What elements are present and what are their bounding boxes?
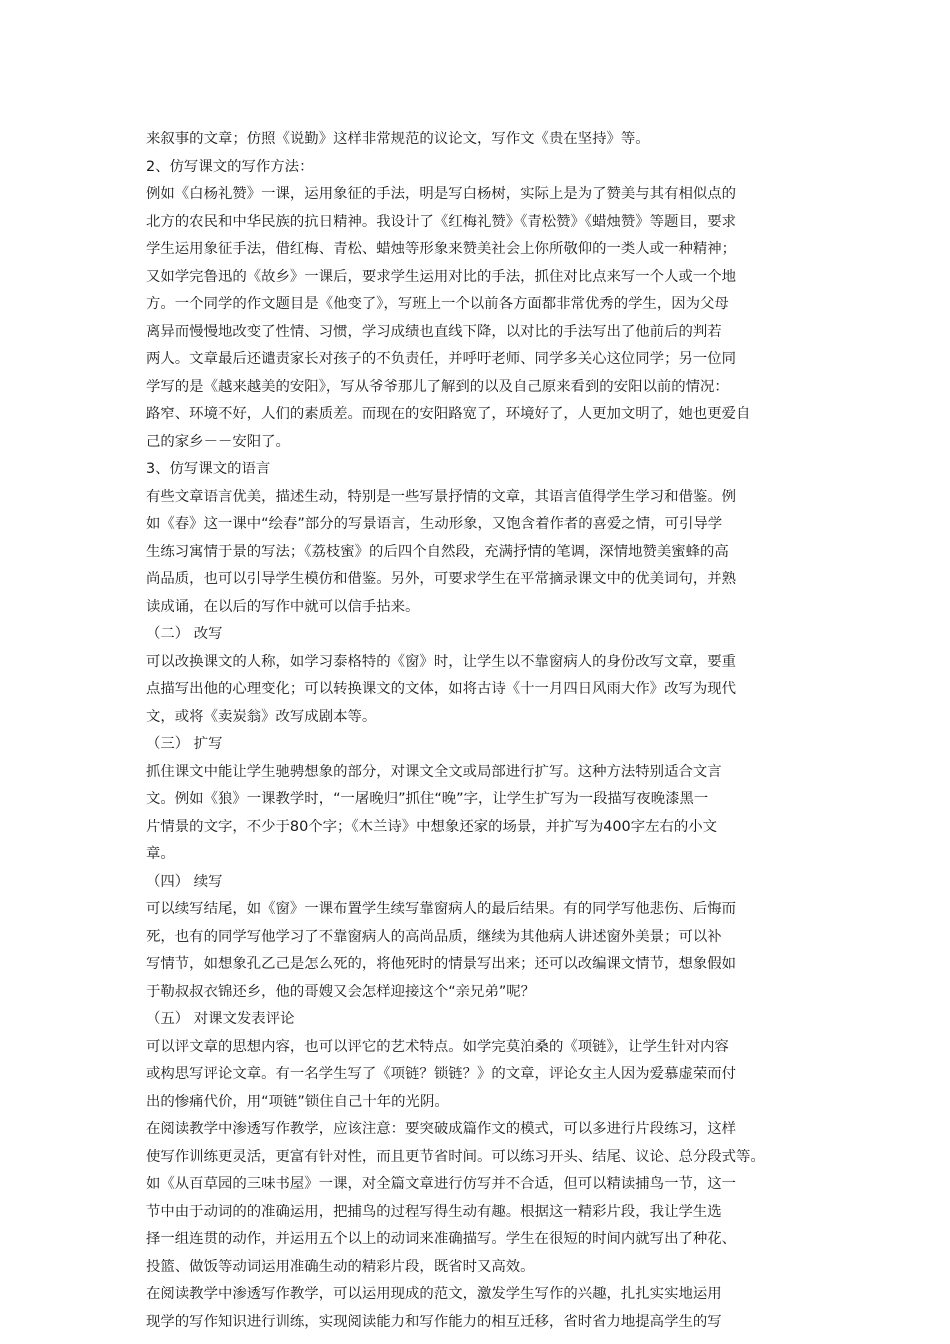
text-line: 可以续写结尾，如《窗》一课布置学生续写靠窗病人的最后结果。有的同学写他悲伤、后悔而 <box>146 901 737 917</box>
text-line: 己的家乡－－安阳了。 <box>146 433 290 450</box>
text-line: 或构思写评论文章。有一名学生写了《项链？锁链？》的文章，评论女主人因为爱慕虚荣而付 <box>146 1066 737 1082</box>
text-line: 点描写出他的心理变化；可以转换课文的文体，如将古诗《十一月四日风雨大作》改写为现代 <box>146 681 737 697</box>
text-line: 于勒叔叔衣锦还乡，他的哥嫂又会怎样迎接这个“亲兄弟”呢？ <box>146 983 536 1000</box>
text-line: 章。 <box>146 846 175 862</box>
text-line: 生练习寓情于景的写法；《荔枝蜜》的后四个自然段，充满抒情的笔调，深情地赞美蜜蜂的高 <box>146 543 729 560</box>
text-line: 来叙事的文章；仿照《说勤》这样非常规范的议论文，写作文《贵在坚持》等。 <box>146 131 650 147</box>
text-line: 出的惨痛代价，用“项链”锁住自己十年的光阴。 <box>146 1093 449 1110</box>
text-line: 节中由于动词的的准确运用，把捕鸟的过程写得生动有趣。根据这一精彩片段，我让学生选 <box>146 1203 722 1220</box>
section-heading: 3、仿写课文的语言 <box>146 461 271 477</box>
text-line: 死，也有的同学写他学习了不靠窗病人的高尚品质，继续为其他病人讲述窗外美景；可以补 <box>146 928 722 945</box>
text-line: 文。例如《狼》一课教学时，“一屠晚归”抓住“晚”字，让学生扩写为一段描写夜晚漆黑一 <box>146 791 709 807</box>
section-heading: （三） 扩写 <box>146 736 223 752</box>
text-line: 北方的农民和中华民族的抗日精神。我设计了《红梅礼赞》《青松赞》《蜡烛赞》等题目，要求 <box>146 213 737 230</box>
text-line: 学写的是《越来越美的安阳》，写从爷爷那儿了解到的以及自己原来看到的安阳以前的情况： <box>146 378 729 395</box>
text-line: 有些文章语言优美，描述生动，特别是一些写景抒情的文章，其语言值得学生学习和借鉴。例 <box>146 488 737 505</box>
document-body <box>146 126 810 1336</box>
text-line: 可以改换课文的人称，如学习泰格特的《窗》时，让学生以不靠窗病人的身份改写文章，要重 <box>146 653 737 670</box>
text-line: 在阅读教学中渗透写作教学，应该注意：要突破成篇作文的模式，可以多进行片段练习，这样 <box>146 1121 737 1137</box>
text-line: 使写作训练更灵活，更富有针对性，而且更节省时间。可以练习开头、结尾、议论、总分段式等。 <box>146 1148 765 1165</box>
text-line: 文，或将《卖炭翁》改写成剧本等。 <box>146 708 377 725</box>
text-line: 方。一个同学的作文题目是《他变了》，写班上一个以前各方面都非常优秀的学生，因为父母 <box>146 296 729 312</box>
text-line: 写情节，如想象孔乙己是怎么死的，将他死时的情景写出来；还可以改编课文情节，想象假如 <box>146 956 737 972</box>
text-line: 学生运用象征手法，借红梅、青松、蜡烛等形象来赞美社会上你所敬仰的一类人或一种精神； <box>146 241 737 257</box>
text-line: 在阅读教学中渗透写作教学，可以运用现成的范文，激发学生写作的兴趣，扎扎实实地运用 <box>146 1286 722 1302</box>
text-line: 读成诵，在以后的写作中就可以信手拈来。 <box>146 598 420 615</box>
section-heading: （五） 对课文发表评论 <box>146 1011 295 1027</box>
text-line: 择一组连贯的动作，并运用五个以上的动词来准确描写。学生在很短的时间内就写出了种花、 <box>146 1231 737 1247</box>
section-heading: 2、仿写课文的写作方法： <box>146 158 314 175</box>
text-line: 如《从百草园的三味书屋》一课，对全篇文章进行仿写并不合适，但可以精读捕鸟一节，这一 <box>146 1176 737 1192</box>
section-heading: （四） 续写 <box>146 873 223 890</box>
text-line: 片情景的文字，不少于80个字；《木兰诗》中想象还家的场景，并扩写为400字左右的小文 <box>146 818 718 835</box>
text-line: 可以评文章的思想内容，也可以评它的艺术特点。如学完莫泊桑的《项链》，让学生针对内容 <box>146 1038 729 1055</box>
text-line: 投篮、做饭等动词运用准确生动的精彩片段，既省时又高效。 <box>146 1258 535 1275</box>
text-line: 尚品质，也可以引导学生模仿和借鉴。另外，可要求学生在平常摘录课文中的优美词句，并熟 <box>146 571 737 587</box>
text-line: 如《春》这一课中“绘春”部分的写景语言，生动形象，又饱含着作者的喜爱之情，可引导学 <box>146 516 723 532</box>
text-line: 离异而慢慢地改变了性情、习惯，学习成绩也直线下降，以对比的手法写出了他前后的判若 <box>146 323 722 340</box>
text-line: 又如学完鲁迅的《故乡》一课后，要求学生运用对比的手法，抓住对比点来写一个人或一个地 <box>146 268 737 285</box>
text-line: 两人。文章最后还谴责家长对孩子的不负责任，并呼吁老师、同学多关心这位同学；另一位同 <box>146 351 737 367</box>
text-line: 路窄、环境不好，人们的素质差。而现在的安阳路宽了，环境好了，人更加文明了，她也更爱自 <box>146 406 751 422</box>
section-heading: （二） 改写 <box>146 626 223 642</box>
text-line: 抓住课文中能让学生驰骋想象的部分，对课文全文或局部进行扩写。这种方法特别适合文言 <box>146 763 722 780</box>
text-line: 现学的写作知识进行训练，实现阅读能力和写作能力的相互迁移，省时省力地提高学生的写 <box>146 1313 722 1330</box>
text-line: 例如《白杨礼赞》一课，运用象征的手法，明是写白杨树，实际上是为了赞美与其有相似点的 <box>146 186 737 202</box>
